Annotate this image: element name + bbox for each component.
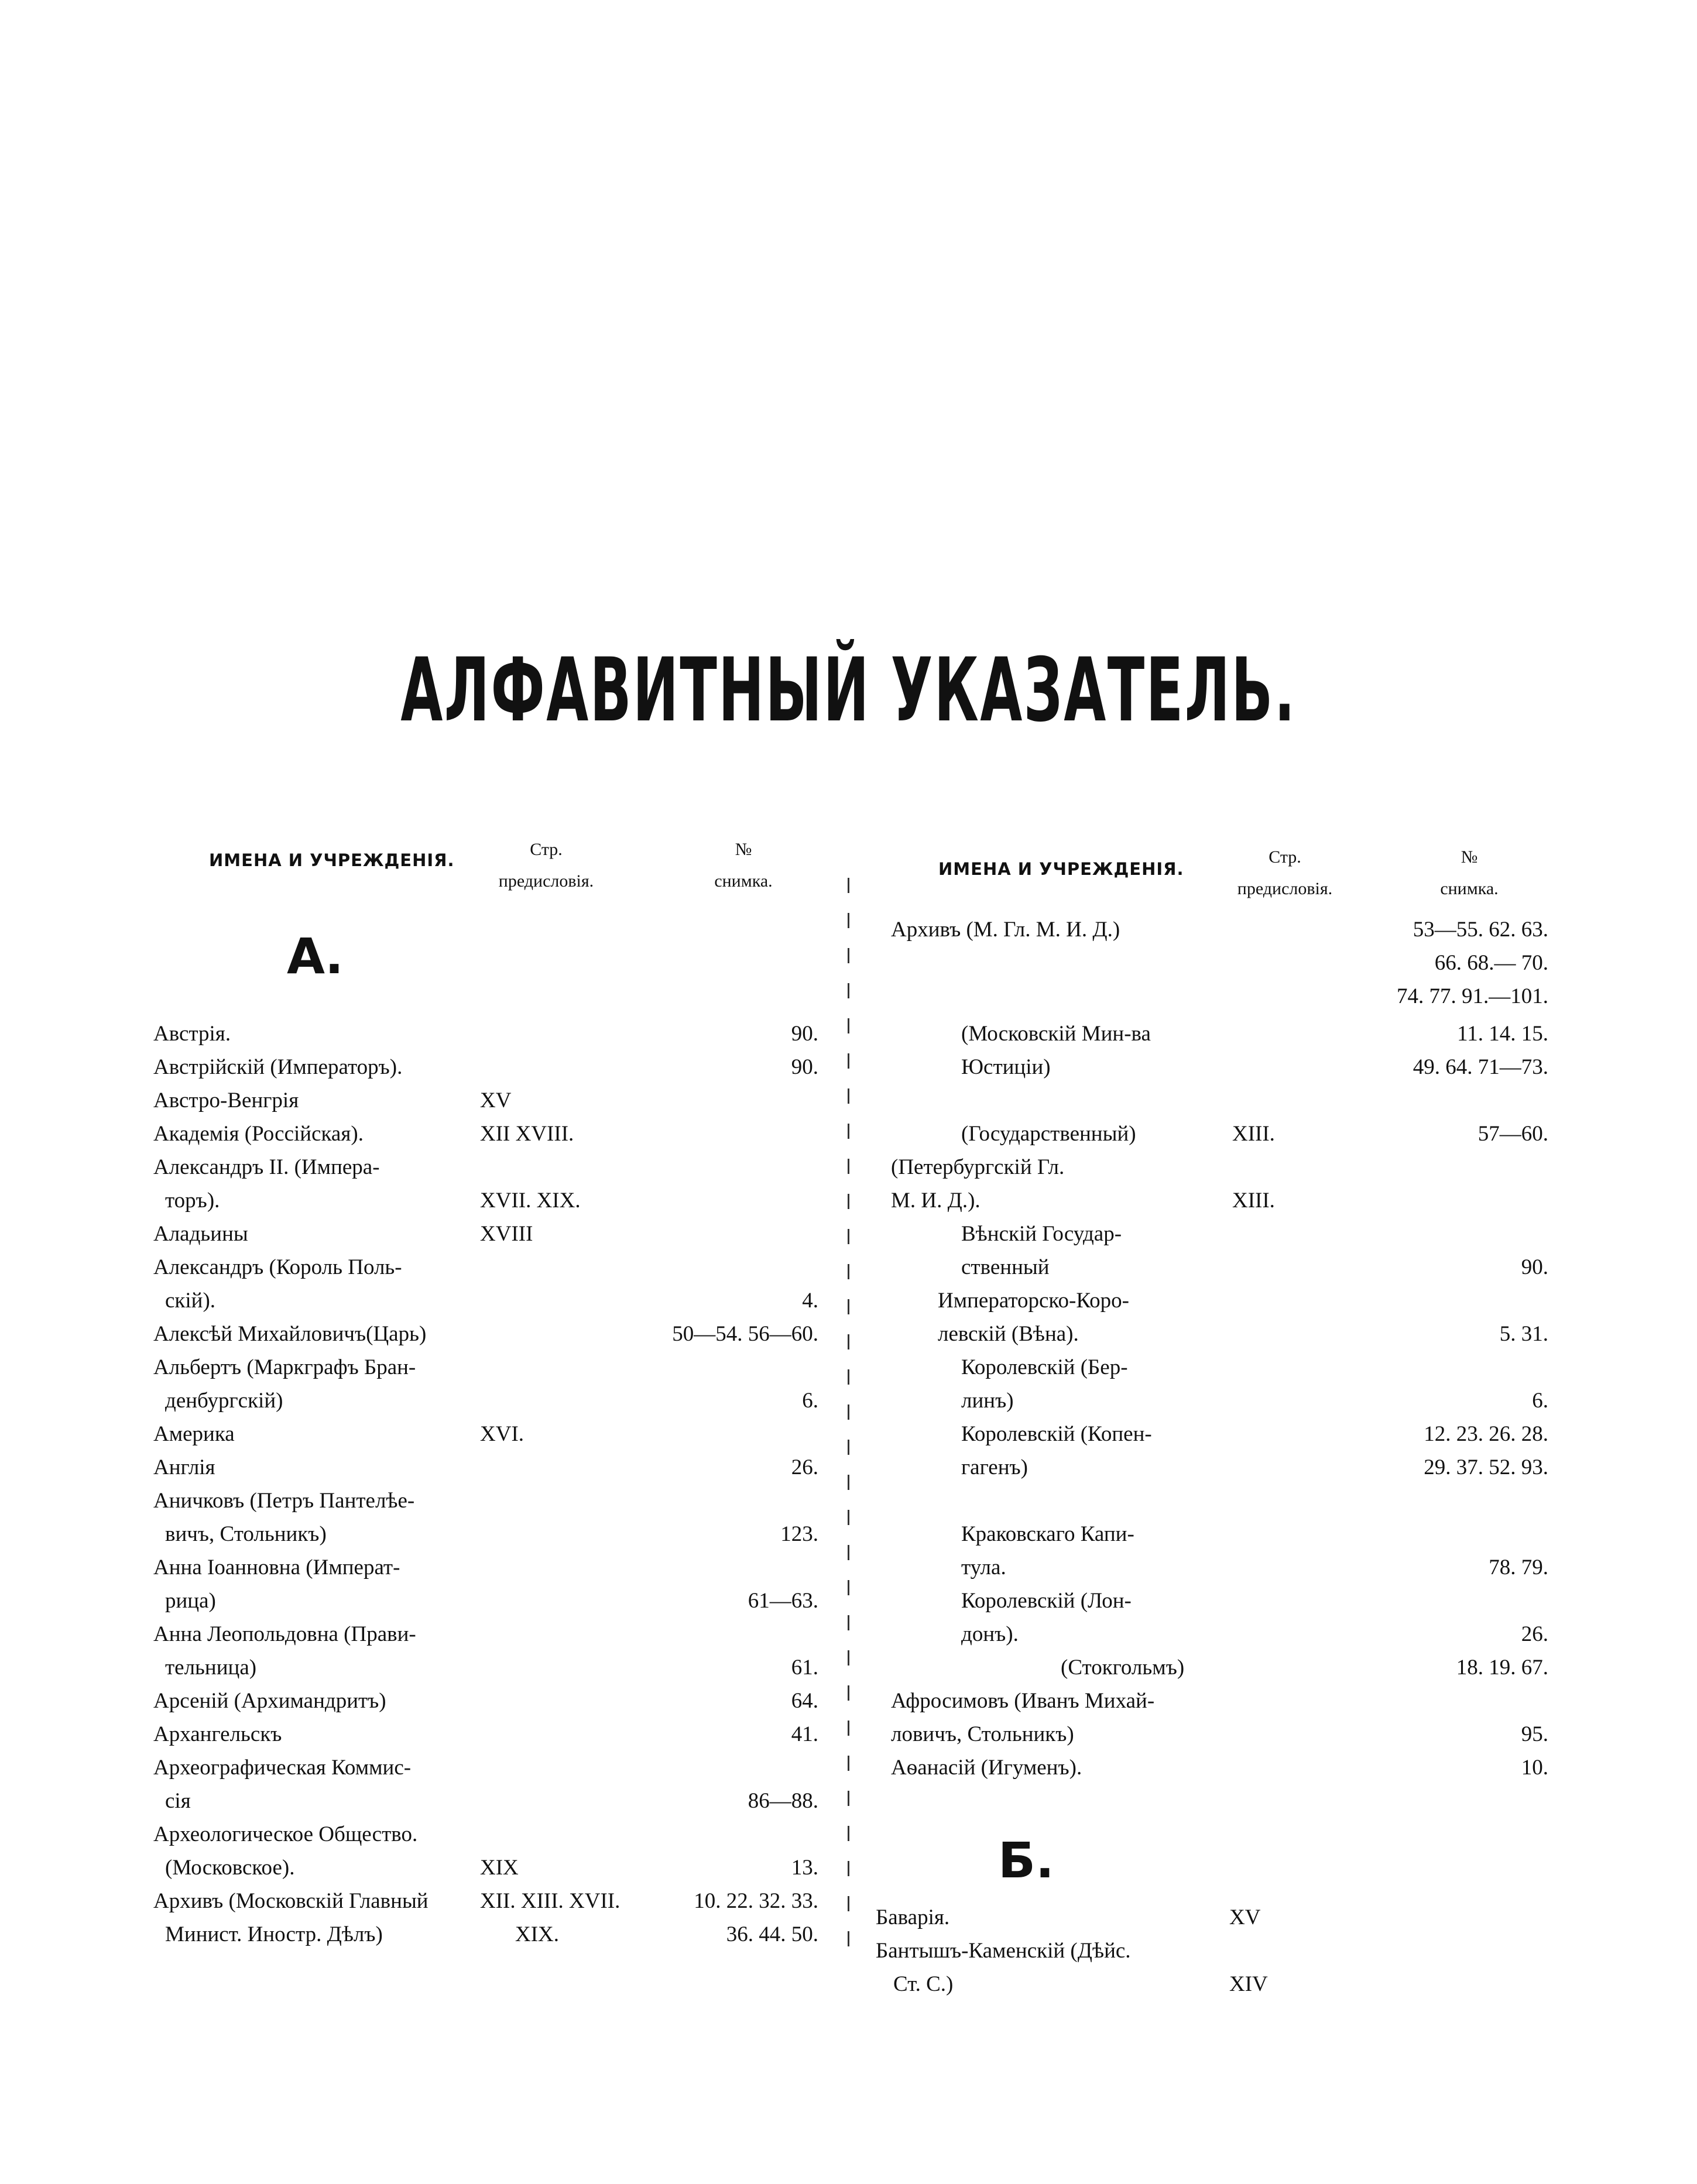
entry-image-numbers [1139,1618,1548,1651]
entry-image-numbers [409,1584,818,1618]
entry-image-numbers [409,1851,818,1884]
entry-image-numbers [409,1317,818,1351]
entry-name-line: Археографическая Коммис- [153,1756,412,1780]
entry-image-numbers [409,1017,818,1050]
page-title: АЛФАВИТНЫЙ УКАЗАТЕЛЬ. [400,640,1297,741]
entry-name-line: торъ). [165,1189,220,1213]
entry-name-line: Вѣнскій Государ- [961,1222,1122,1246]
entry-image-numbers [409,1651,818,1684]
left-header-names: ИМЕНА И УЧРЕЖДЕНІЯ. [209,850,455,870]
entry-image-numbers [409,1718,818,1751]
entry-preface-line: XIX. [515,1922,560,1946]
entry-name [876,1901,949,1934]
entry-number-line: 11. 14. 15. [1457,1022,1548,1046]
entry-name [961,1351,1128,1417]
entry-name-line: Академія (Россійская). [153,1122,364,1146]
entry-preface-pages [1229,1967,1268,2001]
entry-name-line: сія [165,1789,191,1813]
entry-name [153,1718,282,1751]
entry-name-line: вичъ, Стольникъ) [165,1522,327,1546]
entry-number-line: 12. 23. 26. 28. [1424,1422,1548,1446]
entry-number-line: 50—54. 56—60. [672,1322,818,1346]
entry-name-line: Аѳанасій (Игуменъ). [891,1756,1082,1780]
entry-name-line: скій). [165,1289,216,1313]
entry-image-numbers [409,1884,818,1951]
entry-name [891,1151,1064,1217]
entry-name-line: Юстиціи) [961,1055,1051,1079]
entry-preface-line: XIII. [1232,1189,1275,1213]
entry-image-numbers [1139,1651,1548,1684]
entry-name-line: Королевскій (Копен- [961,1422,1152,1446]
entry-image-numbers [409,1684,818,1718]
entry-number-line: 61. [791,1656,818,1680]
entry-image-numbers [1139,1718,1548,1751]
entry-name-line: Королевскій (Бер- [961,1355,1128,1379]
entry-name [153,1151,380,1217]
entry-name-line: Архангельскъ [153,1722,282,1746]
entry-preface-pages [480,1184,581,1217]
entry-name [891,1684,1154,1751]
entry-name-line: (Московское). [165,1856,295,1880]
entry-name-line: Англія [153,1455,215,1479]
entry-name [153,1551,400,1618]
entry-name [153,1751,411,1818]
entry-number-line: 26. [791,1455,818,1479]
right-header-pages: Стр. предисловія. [1237,847,1333,898]
entry-name-line: Австро-Венгрія [153,1088,299,1112]
entry-preface-line: XVI. [480,1422,524,1446]
entry-name-line: Бантышъ-Каменскій (Дѣйс. [876,1939,1131,1963]
entry-name [153,1684,386,1718]
entry-name [153,1050,402,1084]
entry-preface-line: XII. XIII. XVII. [480,1889,620,1913]
entry-name [961,1217,1122,1284]
entry-name-line: Королевскій (Лон- [961,1589,1132,1613]
entry-preface-pages [480,1084,511,1117]
entry-image-numbers [1139,1384,1548,1417]
entry-name-line: Афросимовъ (Иванъ Михай- [891,1689,1155,1713]
entry-number-line: 6. [802,1389,818,1413]
entry-name [153,1251,402,1317]
entry-image-numbers [1139,1751,1548,1784]
entry-name [891,1751,1082,1784]
entry-number-line: 61—63. [748,1589,818,1613]
entry-name-line: Анна Леопольдовна (Прави- [153,1622,416,1646]
entry-number-line: 18. 19. 67. [1456,1656,1548,1680]
right-header-names: ИМЕНА И УЧРЕЖДЕНІЯ. [938,859,1184,879]
entry-preface-line: XIX [480,1856,519,1880]
entry-name [153,1017,231,1050]
entry-image-numbers [409,1784,818,1818]
entry-name-line: Ст. С.) [893,1972,954,1996]
entry-preface-line: XII XVIII. [480,1122,574,1146]
entry-name [153,1351,416,1417]
entry-number-line: 90. [791,1022,818,1046]
entry-name-line: тельница) [165,1656,257,1680]
entry-image-numbers [409,1451,818,1484]
entry-name [961,1517,1134,1584]
entry-name-line: Аладьины [153,1222,248,1246]
entry-name [153,1884,428,1951]
entry-name [961,1584,1132,1651]
entry-name [153,1117,364,1151]
left-header-number: № снимка. [714,840,773,891]
entry-name [938,1284,1129,1351]
right-header-number: № снимка. [1440,847,1499,898]
entry-name [876,1934,1131,2001]
entry-number-line: 41. [791,1722,818,1746]
entry-number-line: 5. 31. [1499,1322,1548,1346]
entry-image-numbers [409,1284,818,1317]
entry-name-line: Анна Іоанновна (Императ- [153,1555,400,1579]
entry-name-line: Археологическое Общество. [153,1822,418,1846]
entry-name-line: Александръ II. (Импера- [153,1155,380,1179]
entry-name-line: Австрія. [153,1022,231,1046]
entry-image-numbers [1139,913,1548,1013]
entry-name [961,1417,1152,1484]
entry-name-line: Архивъ (Московскій Главный [153,1889,428,1913]
entry-number-line: 36. 44. 50. [726,1922,818,1946]
entry-number-line: 53—55. 62. 63. [1413,918,1548,942]
entry-name-line: (Государственный) [961,1122,1136,1146]
entry-name [153,1618,416,1684]
entry-name-line: донъ). [961,1622,1019,1646]
column-divider [848,878,849,1949]
entry-preface-pages [480,1417,524,1451]
entry-number-line: 49. 64. 71—73. [1413,1055,1548,1079]
entry-name-line: ственный [961,1255,1050,1279]
entry-name-line: ловичъ, Стольникъ) [891,1722,1074,1746]
section-letter-a: А. [287,928,344,985]
entry-name [891,913,1120,946]
entry-image-numbers [409,1050,818,1084]
entry-number-line: 6. [1532,1389,1548,1413]
entry-image-numbers [409,1384,818,1417]
entry-name-line: гагенъ) [961,1455,1028,1479]
entry-number-line: 95. [1521,1722,1548,1746]
entry-name [961,1017,1151,1084]
entry-name-line: Баварія. [876,1905,950,1929]
entry-number-line: 90. [791,1055,818,1079]
entry-name-line: Америка [153,1422,235,1446]
entry-number-line: 26. [1521,1622,1548,1646]
entry-name-line: рица) [165,1589,216,1613]
entry-name-line: Арсеній (Архимандритъ) [153,1689,386,1713]
entry-image-numbers [1139,1317,1548,1351]
entry-preface-pages [480,1117,574,1151]
entry-number-line: 57—60. [1477,1122,1548,1146]
entry-preface-line: XVII. XIX. [480,1189,581,1213]
entry-preface-line: XIV [1229,1972,1268,1996]
entry-name-line: Аничковъ (Петръ Пантелѣе- [153,1489,415,1513]
entry-name-line: Архивъ (М. Гл. М. И. Д.) [891,918,1120,942]
entry-image-numbers [1139,1117,1548,1151]
entry-preface-line: XV [480,1088,512,1112]
entry-number-line: 78. 79. [1489,1555,1548,1579]
entry-image-numbers [1139,1017,1548,1084]
entry-name [961,1117,1136,1151]
entry-number-line: 123. [780,1522,818,1546]
entry-number-line: 4. [802,1289,818,1313]
left-header-pages: Стр. предисловія. [498,840,594,891]
entry-name-line: Александръ (Король Поль- [153,1255,402,1279]
entry-preface-pages [1229,1901,1260,1934]
entry-name-line: тула. [961,1555,1006,1579]
entry-name [153,1484,414,1551]
entry-image-numbers [1139,1251,1548,1284]
entry-name-line: (Стокгольмъ) [1061,1656,1185,1680]
entry-number-line: 10. [1521,1756,1548,1780]
entry-name-line: Краковскаго Капи- [961,1522,1134,1546]
entry-number-line: 66. 68.— 70. [1434,951,1548,975]
entry-image-numbers [1139,1551,1548,1584]
entry-name-line: Императорско-Коро- [938,1289,1130,1313]
entry-preface-pages [480,1217,533,1251]
entry-number-line: 13. [791,1856,818,1880]
entry-number-line: 74. 77. 91.—101. [1397,984,1548,1008]
section-letter-b: Б. [998,1832,1054,1889]
entry-name [153,1217,248,1251]
entry-name-line: линъ) [961,1389,1014,1413]
entry-name-line: Алексѣй Михайловичъ(Царь) [153,1322,427,1346]
entry-preface-pages [1232,1184,1275,1217]
entry-number-line: 10. 22. 32. 33. [694,1889,818,1913]
entry-image-numbers [409,1517,818,1551]
entry-name-line: (Московскій Мин-ва [961,1022,1151,1046]
entry-number-line: 29. 37. 52. 93. [1424,1455,1548,1479]
entry-name-line: денбургскій) [165,1389,283,1413]
entry-name [153,1317,426,1351]
entry-name [153,1451,215,1484]
entry-number-line: 86—88. [748,1789,818,1813]
entry-preface-line: XIII. [1232,1122,1275,1146]
entry-preface-line: XV [1229,1905,1261,1929]
entry-name-line: Альбертъ (Маркграфъ Бран- [153,1355,416,1379]
entry-name [153,1818,417,1884]
entry-image-numbers [1139,1417,1548,1484]
entry-name-line: (Петербургскій Гл. [891,1155,1065,1179]
entry-name [153,1417,235,1451]
entry-name-line: левскій (Вѣна). [938,1322,1079,1346]
entry-number-line: 64. [791,1689,818,1713]
entry-name-line: Австрійскій (Императоръ). [153,1055,403,1079]
entry-name-line: М. И. Д.). [891,1189,981,1213]
entry-preface-line: XVIII [480,1222,533,1246]
entry-number-line: 90. [1521,1255,1548,1279]
entry-name [153,1084,299,1117]
entry-name-line: Минист. Иностр. Дѣлъ) [165,1922,383,1946]
